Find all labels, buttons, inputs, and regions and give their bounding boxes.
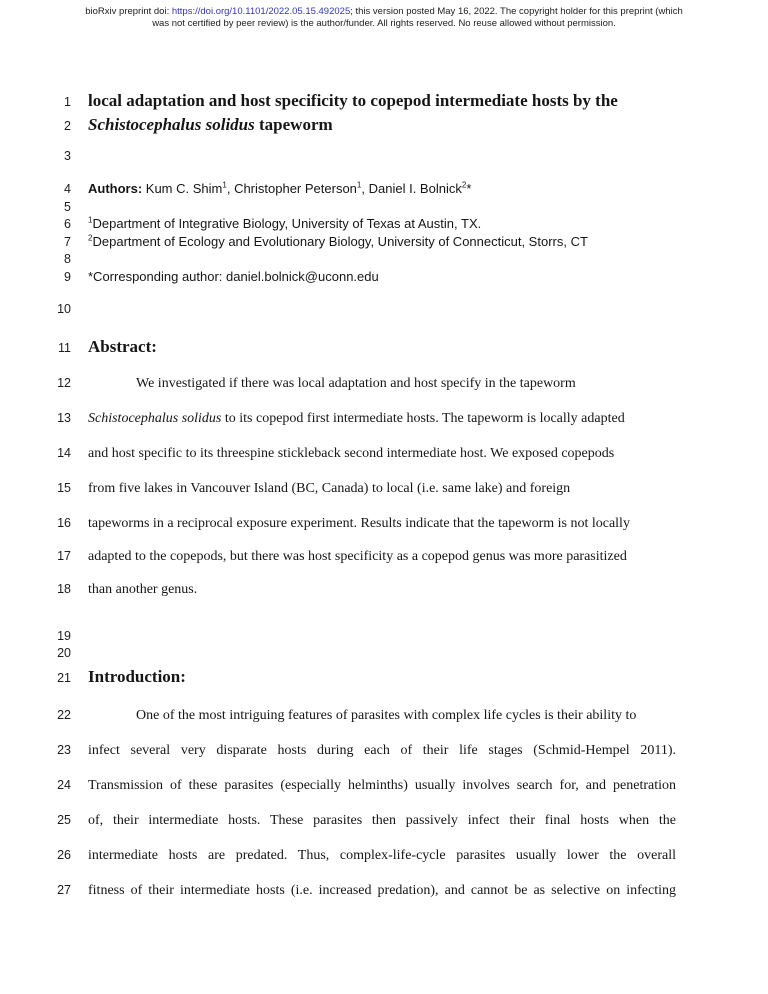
line-number: 7 [64,235,71,249]
text-segment: of, their intermediate hosts. These parasites then passively infect their final hosts when the [88,813,676,828]
line-number: 3 [64,149,71,163]
text-segment: to its copepod first intermediate hosts. The tapeworm is locally adapted [221,411,625,426]
text-segment: Schistocephalus solidus [88,115,255,134]
line-row-6 [48,215,676,233]
text-segment: Transmission of these parasites (especially helminths) usually involves search for, and penetration [88,778,676,793]
line-row-19 [48,627,676,645]
line-text [88,90,676,112]
line-number: 25 [57,813,71,827]
line-text [88,480,676,498]
line-number: 8 [64,252,71,266]
doi-link[interactable]: https://doi.org/10.1101/2022.05.15.492025 [171,6,351,17]
line-row-2 [48,114,676,137]
line-number: 19 [57,629,71,643]
text-segment: local adaptation and host specificity to copepod intermediate hosts by the [88,91,618,110]
line-text [88,581,676,599]
line-number: 26 [57,848,71,862]
biorxiv-banner [24,6,744,30]
line-text [88,515,676,533]
line-text [88,114,676,136]
text-segment: Abstract: [88,337,157,356]
line-number: 24 [57,778,71,792]
line-number: 15 [57,481,71,495]
line-number: 16 [57,516,71,530]
line-row-1 [48,90,676,113]
line-number: 22 [57,708,71,722]
line-number: 17 [57,549,71,563]
line-row-24 [48,776,676,795]
text-segment: We investigated if there was local adaptation and host specify in the tapeworm [136,376,576,391]
line-number: 2 [64,119,71,133]
text-segment: infect several very disparate hosts during each of their life stages (Schmid-Hempel 2011). [88,743,676,758]
line-text [88,666,676,688]
line-row-14 [48,444,676,463]
line-text [88,548,676,566]
text-segment: 1 [222,180,227,190]
line-number: 9 [64,270,71,284]
line-number: 12 [57,376,71,390]
line-row-3 [48,147,676,165]
line-text [88,812,676,830]
line-row-23 [48,741,676,760]
line-number: 5 [64,200,71,214]
line-text [88,707,676,725]
text-segment: Kum C. Shim [142,181,223,196]
banner-text-rest: ; this version posted May 16, 2022. The copyright holder for this preprint (which [350,6,683,17]
line-text [88,882,676,900]
line-text [88,410,676,428]
line-row-4 [48,180,676,198]
text-segment: 2 [88,233,93,243]
line-text [88,215,676,233]
line-row-22 [48,706,676,725]
text-segment: adapted to the copepods, but there was host specificity as a copepod genus was more parasitized [88,549,627,564]
line-number: 1 [64,95,71,109]
text-segment: and host specific to its threespine stickleback second intermediate host. We exposed copepods [88,446,615,461]
text-segment: One of the most intriguing features of parasites with complex life cycles is their ability to [136,708,637,723]
line-number: 11 [58,341,71,355]
line-number: 27 [57,883,71,897]
line-row-18 [48,580,676,599]
line-number: 6 [64,217,71,231]
line-row-26 [48,846,676,865]
text-segment: fitness of their intermediate hosts (i.e. increased predation), and cannot be as selective on infecting [88,883,676,898]
text-segment: than another genus. [88,582,198,597]
text-segment: Introduction: [88,667,186,686]
text-segment: 2 [461,180,467,190]
line-row-27 [48,881,676,900]
line-text [88,375,676,393]
line-number: 13 [57,411,71,425]
line-text [88,847,676,865]
line-text [88,268,676,286]
line-row-10 [48,300,676,318]
text-segment: tapeworm [254,115,333,134]
text-segment: Schistocephalus solidus [88,411,222,426]
text-segment: , Christopher Peterson [226,181,357,196]
text-segment: Authors: [88,181,143,196]
line-row-12 [48,374,676,393]
line-row-16 [48,514,676,533]
text-segment: , Daniel I. Bolnick [361,181,462,196]
text-segment: 1 [356,180,362,190]
line-text [88,180,676,198]
banner-line2: was not certified by peer review) is the author/funder. All rights reserved. No reuse allowed without permission. [152,18,616,29]
line-number: 4 [64,182,71,196]
line-row-13 [48,409,676,428]
line-number: 23 [57,743,71,757]
line-row-5 [48,198,676,216]
line-row-17 [48,547,676,566]
line-row-25 [48,811,676,830]
line-number: 18 [57,582,71,596]
line-text [88,742,676,760]
line-row-11 [48,336,676,359]
line-row-7 [48,233,676,251]
text-segment: from five lakes in Vancouver Island (BC, Canada) to local (i.e. same lake) and foreign [88,481,571,496]
text-segment: 1 [88,215,93,225]
line-number: 14 [57,446,71,460]
line-row-21 [48,666,676,689]
line-text [88,445,676,463]
line-number: 20 [57,646,71,660]
text-segment: tapeworms in a reciprocal exposure experiment. Results indicate that the tapeworm is not locally [88,516,630,531]
line-text [88,777,676,795]
line-row-8 [48,250,676,268]
text-segment: Department of Ecology and Evolutionary Biology, University of Connecticut, Storrs, CT [92,234,588,249]
line-text [88,233,676,251]
banner-text-prefix: bioRxiv preprint doi: [85,6,172,17]
text-segment: intermediate hosts are predated. Thus, complex-life-cycle parasites usually lower the overall [88,848,676,863]
text-segment: * [466,181,472,196]
line-row-15 [48,479,676,498]
text-segment: *Corresponding author: daniel.bolnick@uconn.edu [88,269,379,284]
line-number: 10 [57,302,71,316]
line-row-20 [48,644,676,662]
line-row-9 [48,268,676,286]
line-number: 21 [57,671,71,685]
text-segment: Department of Integrative Biology, University of Texas at Austin, TX. [92,216,482,231]
line-text [88,336,676,358]
